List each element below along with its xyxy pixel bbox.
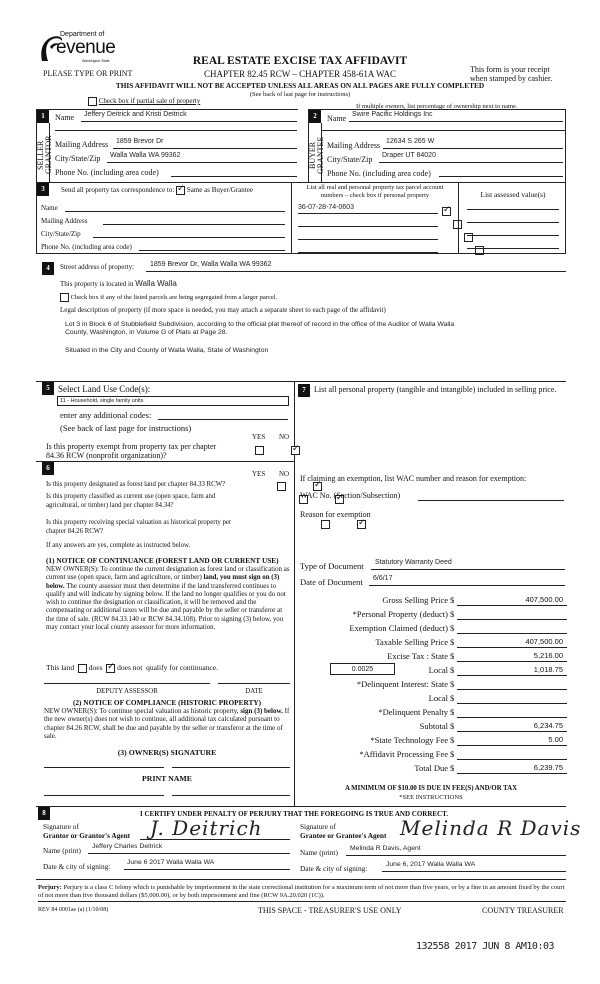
fee-row-excise-local: Local $ 1,018.75: [300, 665, 570, 678]
corr-phone-field[interactable]: [139, 242, 285, 251]
owner-signature-label: (3) OWNER(S) SIGNATURE: [117, 748, 217, 757]
legal-description-field[interactable]: Lot 3 in Block 6 of Stubblefield Subdivision, according to the official plat thereof of record in the office of the Auditor of Walla Walla County, Washington, in Volume G of Plats at Page 28. Situated in the City and County of Walla Walla, State of Washington: [65, 321, 455, 354]
form-warning: THIS AFFIDAVIT WILL NOT BE ACCEPTED UNLESS ALL AREAS ON ALL PAGES ARE FULLY COMPLETED: [115, 81, 485, 90]
does-not-label: does not: [117, 663, 143, 672]
grantor-name-label: Name (print): [43, 846, 81, 855]
deputy-assessor-label: DEPUTY ASSESSOR: [96, 688, 158, 695]
notice-1-body: NEW OWNER(S): To continue the current designation as forest land or classification as current use (open space, farm and agriculture, or timber) land, you must sign on (3) below. The county assessor must then determine if the land transferred continues to qualify and will indicate by signing below. If the land no longer qualifies or you do not wish to continue the designation or classification, it will be removed and the compensating or additional taxes will be due and payable by the seller or transferor at the time of sale. (RCW 84.33.140 or RCW 84.34.108). Prior to signing (3) below, you may contact your local county assessor for more information.: [46, 566, 290, 632]
notice-2-body: NEW OWNER(S): To continue special valuation as historic property, sign (3) below. If the new owner(s) does not wish to continue, all additional tax calculated pursuant to chapter 84.26 RCW, shall be due and payable by the seller or transferor at the time of sale.: [44, 707, 290, 740]
section-4-badge: 4: [42, 262, 54, 275]
continuance-row: [46, 663, 218, 673]
section-1-badge: 1: [37, 110, 49, 123]
grantee-signature-field[interactable]: [400, 816, 582, 840]
buyer-side-tab: [308, 123, 325, 183]
section-8-badge: 8: [38, 807, 50, 820]
parcel-number-field-1[interactable]: 36-07-28-74-0603: [298, 204, 438, 214]
multiple-owners-note: If multiple owners, list percentage of ownership next to name.: [356, 103, 518, 110]
street-address-field[interactable]: 1859 Brevor Dr, Walla Walla WA 99362: [146, 261, 566, 272]
grantor-signature-label: Signature of Grantor or Grantor's Agent: [43, 822, 131, 840]
corr-name-label: Name: [41, 204, 58, 212]
form-subtitle: CHAPTER 82.45 RCW – CHAPTER 458-61A WAC: [204, 69, 396, 79]
additional-codes-label: enter any additional codes:: [60, 410, 152, 420]
yes-header-6: YES: [252, 470, 266, 478]
segregated-checkbox[interactable]: [60, 293, 69, 302]
fee-row-delinq-penalty: *Delinquent Penalty $: [300, 707, 570, 720]
section-2-buyer: [308, 109, 566, 182]
does-not-qualify-checkbox[interactable]: [106, 664, 115, 673]
treasurer-use-label: THIS SPACE - TREASURER'S USE ONLY: [258, 906, 402, 915]
grantee-signature: Melinda R Davis: [400, 816, 582, 840]
personal-property-label: List all personal property (tangible and intangible) included in selling price.: [314, 385, 557, 394]
grantee-date-field[interactable]: June 6, 2017 Walla Walla WA: [382, 861, 566, 872]
legal-description-label: Legal description of property (if more space is needed, you may attach a separate sheet to each page of the affidavit): [60, 306, 386, 314]
forest-land-yes-checkbox[interactable]: [277, 482, 286, 491]
section-1-seller: [36, 109, 298, 182]
segregated-row: [60, 293, 277, 302]
corr-name-field[interactable]: [65, 203, 285, 212]
seller-side-tab: [36, 123, 53, 183]
total-due-field[interactable]: 6,239.75: [457, 763, 567, 774]
buyer-phone-field[interactable]: [439, 166, 563, 177]
print-name-line-2[interactable]: [172, 795, 290, 796]
assessed-value-field-3[interactable]: [467, 235, 559, 236]
taxable-selling-price-field[interactable]: 407,500.00: [457, 637, 567, 648]
fee-row-tech-fee: *State Technology Fee $ 5.00: [300, 735, 570, 748]
affidavit-processing-fee-field[interactable]: [457, 749, 567, 760]
fee-row-delinq-local: Local $: [300, 693, 570, 706]
section-7-badge: 7: [298, 384, 310, 397]
notice-1-title: (1) NOTICE OF CONTINUANCE (FOREST LAND OR CURRENT USE): [46, 556, 279, 565]
receipt-note-1: This form is your receipt: [470, 65, 550, 74]
logo-dept-text: Department of: [60, 31, 105, 38]
assessed-value-field-2[interactable]: [467, 222, 559, 223]
wac-label: WAC No. (Section/Subsection): [300, 491, 401, 500]
located-in-label: This property is located in: [60, 280, 134, 288]
deputy-assessor-signature-line[interactable]: [44, 683, 210, 684]
assessor-date-label: DATE: [245, 688, 263, 695]
form-id: REV 84 0001ae (a) (1/10/08): [38, 907, 109, 913]
form-title: REAL ESTATE EXCISE TAX AFFIDAVIT: [192, 55, 408, 67]
owner-signature-line-1[interactable]: [44, 767, 164, 768]
seller-city-label: City/State/Zip: [55, 154, 101, 163]
fee-row-subtotal: Subtotal $ 6,234.75: [300, 721, 570, 734]
seller-mailing-label: Mailing Address: [55, 140, 109, 149]
logo-name-text: evenue: [56, 37, 116, 58]
owner-signature-line-2[interactable]: [172, 767, 290, 768]
grantor-date-label: Date & city of signing:: [43, 862, 111, 871]
buyer-side-label: BUYER GRANTEE: [308, 136, 325, 174]
personal-property-deduct-field[interactable]: [457, 609, 567, 620]
buyer-mailing-label: Mailing Address: [327, 141, 381, 150]
state-technology-fee-field[interactable]: 5.00: [457, 735, 567, 746]
assessed-value-field-4[interactable]: [467, 248, 559, 249]
doc-type-label: Type of Document: [300, 561, 364, 571]
assessor-date-line[interactable]: [218, 683, 290, 684]
wac-field[interactable]: [418, 491, 564, 501]
yes-header-5: YES: [252, 433, 266, 441]
parcel-number-field-2[interactable]: [298, 217, 438, 227]
corr-city-label: City/State/Zip: [41, 230, 81, 238]
instructions-note: (See back of last page for instructions): [249, 91, 351, 98]
seller-mailing-field[interactable]: 1859 Brevor Dr: [113, 138, 297, 149]
no-header-6: NO: [279, 470, 290, 478]
fee-row-excise-state: Excise Tax : State $ 5,216.00: [300, 651, 570, 664]
buyer-city-field[interactable]: Draper UT 84020: [379, 152, 563, 163]
buyer-name-field[interactable]: Swire Pacific Holdings Inc: [349, 111, 563, 122]
exemption-claimed-field[interactable]: [457, 623, 567, 634]
does-qualify-checkbox[interactable]: [78, 664, 87, 673]
same-as-buyer-checkbox[interactable]: [176, 186, 185, 195]
doc-type-field[interactable]: Statutory Warranty Deed: [371, 559, 565, 570]
section-3-badge: 3: [37, 183, 49, 196]
please-type-label: PLEASE TYPE OR PRINT: [43, 69, 133, 78]
reason-label: Reason for exemption: [300, 510, 371, 519]
seller-name-line-2[interactable]: [55, 130, 297, 131]
forest-land-question: Is this property designated as forest land per chapter 84.33 RCW?: [46, 481, 226, 488]
subtotal-field[interactable]: 6,234.75: [457, 721, 567, 732]
corr-phone-label: Phone No. (including area code): [41, 243, 132, 251]
perjury-statement: Perjury: Perjury is a class C felony which is punishable by imprisonment in the state correctional institution for a maximum term of not more than five years, or by a fine in an amount fixed by the court of not more than five thousand dollars ($5,000.00), or by both imprisonment and fine (RCW 9A.20.020 (1C)).: [38, 884, 566, 902]
partial-sale-checkbox[interactable]: [88, 97, 97, 106]
land-use-label: Select Land Use Code(s):: [58, 384, 151, 394]
fee-row-exemption: Exemption Claimed (deduct) $: [300, 623, 570, 636]
excise-tax-local-field[interactable]: 1,018.75: [457, 665, 567, 676]
county-treasurer-label: COUNTY TREASURER: [482, 906, 564, 915]
this-land-label: This land: [46, 663, 75, 672]
parcel-personal-checkbox-1[interactable]: [442, 207, 451, 216]
grantee-date-label: Date & city of signing:: [300, 864, 368, 873]
seller-name-label: Name: [55, 113, 75, 122]
fee-row-affidavit-fee: *Affidavit Processing Fee $: [300, 749, 570, 762]
exemption-label: If claiming an exemption, list WAC number and reason for exemption:: [300, 474, 527, 483]
parcels-header: List all real and personal property tax parcel account numbers – check box if personal property: [306, 184, 444, 199]
see-instructions-note: *SEE INSTRUCTIONS: [399, 794, 463, 801]
delinquent-penalty-field[interactable]: [457, 707, 567, 718]
grantor-signature: J. Deitrich: [150, 816, 263, 840]
section-5-badge: 5: [42, 382, 54, 395]
print-name-label: PRINT NAME: [142, 774, 192, 783]
delinquent-interest-local-field[interactable]: [457, 693, 567, 704]
fee-row-taxable: Taxable Selling Price $ 407,500.00: [300, 637, 570, 650]
historical-question: Is this property receiving special valuation as historical property per chapter 84.26 RCW?: [46, 519, 232, 535]
seller-phone-field[interactable]: [171, 166, 297, 177]
correspondence-label: Send all property tax correspondence to:: [61, 186, 175, 195]
land-use-code-select[interactable]: 11 - Household, single family units: [57, 396, 289, 406]
local-rate-field[interactable]: 0.0025: [330, 663, 395, 675]
seller-city-field[interactable]: Walla Walla WA 99362: [107, 152, 297, 163]
parcel-number-field-3[interactable]: [298, 230, 438, 240]
assessed-values-header: List assessed value(s): [480, 190, 546, 199]
assessed-value-field-1[interactable]: [467, 209, 559, 210]
no-header-5: NO: [279, 433, 290, 441]
parcel-number-field-4[interactable]: [298, 243, 438, 253]
seller-name-field[interactable]: Jeffery Deitrick and Kristi Deitrick: [81, 111, 297, 122]
assessed-values-section: [458, 182, 566, 254]
does-label: does: [88, 663, 103, 672]
fee-row-delinq-state: *Delinquent Interest: State $: [300, 679, 570, 692]
exempt-question: Is this property exempt from property tax per chapter 84.36 RCW (nonprofit organization)?: [46, 442, 217, 460]
corr-mailing-label: Mailing Address: [41, 217, 88, 225]
exempt-yes-checkbox[interactable]: [255, 446, 264, 455]
qualify-label: qualify for continuance.: [146, 663, 218, 672]
receipt-note-2: when stamped by cashier.: [470, 74, 553, 83]
if-yes-instruction: If any answers are yes, complete as instructed below.: [46, 542, 191, 549]
minimum-due-note: A MINIMUM OF $10.00 IS DUE IN FEE(S) AND/OR TAX: [344, 785, 518, 792]
fee-row-total: Total Due $ 6,239.75: [300, 763, 570, 776]
section-2-badge: 2: [309, 110, 321, 123]
buyer-name-label: Name: [327, 114, 347, 123]
grantor-date-field[interactable]: June 6 2017 Walla Walla WA: [124, 859, 290, 870]
grantor-name-field[interactable]: Jeffery Charles Deitrick: [88, 843, 290, 854]
section-3-correspondence: [36, 182, 292, 254]
logo-state-text: Washington State: [82, 59, 110, 63]
buyer-phone-label: Phone No. (including area code): [327, 169, 431, 178]
dor-logo: [38, 30, 118, 70]
street-address-label: Street address of property:: [60, 263, 135, 271]
doc-date-label: Date of Document: [300, 577, 363, 587]
gross-selling-price-field[interactable]: 407,500.00: [457, 595, 567, 606]
partial-sale-label: Check box if partial sale of property: [98, 97, 201, 106]
print-name-line-1[interactable]: [44, 795, 164, 796]
cashier-stamp: 132558 2017 JUN 8 AM10:03: [416, 941, 555, 952]
buyer-city-label: City/State/Zip: [327, 155, 373, 164]
delinquent-interest-state-field[interactable]: [457, 679, 567, 690]
same-as-buyer-label: Same as Buyer/Grantee: [186, 186, 253, 195]
section-6-divider: [36, 461, 295, 462]
located-in-row: [60, 279, 177, 288]
seller-side-label: SELLER GRANTOR: [36, 135, 53, 175]
grantor-signature-field[interactable]: [140, 816, 290, 840]
certify-statement: I CERTIFY UNDER PENALTY OF PERJURY THAT THE FOREGOING IS TRUE AND CORRECT.: [140, 810, 449, 818]
doc-date-field[interactable]: 6/6/17: [369, 575, 565, 586]
correspondence-row: [61, 186, 253, 195]
fee-row-gross: Gross Selling Price $ 407,500.00: [300, 595, 570, 608]
notice-2-title: (2) NOTICE OF COMPLIANCE (HISTORIC PROPERTY): [72, 698, 262, 707]
buyer-mailing-field[interactable]: 12634 S 265 W: [383, 138, 563, 149]
grantee-name-field[interactable]: Melinda R Davis, Agent: [346, 845, 566, 856]
corr-city-field[interactable]: [93, 229, 285, 238]
grantee-signature-label: Signature of Grantee or Grantee's Agent: [300, 822, 387, 840]
additional-codes-field[interactable]: [158, 410, 288, 420]
excise-tax-state-field[interactable]: 5,216.00: [457, 651, 567, 662]
grantee-name-label: Name (print): [300, 848, 338, 857]
located-in-value[interactable]: Walla Walla: [135, 279, 177, 288]
seller-phone-label: Phone No. (including area code): [55, 168, 159, 177]
current-use-question: Is this property classified as current use (open space, farm and agricultural, or timber) land per chapter 84.34?: [46, 493, 216, 509]
parcels-section: [292, 182, 458, 254]
section-6-badge: 6: [42, 462, 54, 475]
corr-mailing-field[interactable]: [103, 216, 285, 225]
fee-row-personal: *Personal Property (deduct) $: [300, 609, 570, 622]
land-use-instructions: (See back of last page for instructions): [60, 423, 192, 433]
partial-sale-row: [88, 97, 200, 106]
segregated-label: Check box if any of the listed parcels are being segregated from a larger parcel.: [70, 293, 278, 301]
buyer-name-line-2[interactable]: [322, 130, 566, 131]
